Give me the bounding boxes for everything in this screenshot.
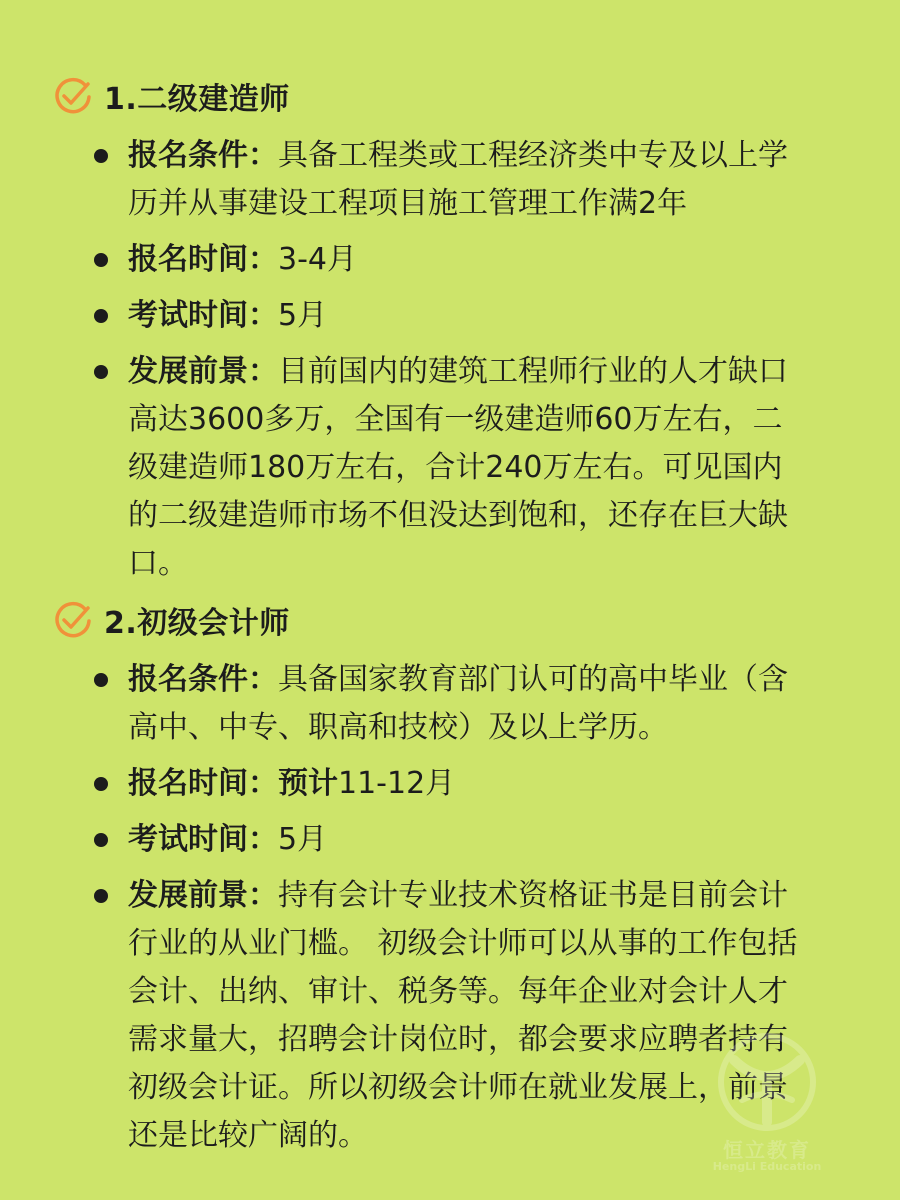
item-label: 发展前景： <box>128 354 278 389</box>
list-item-registration-time <box>0 760 900 808</box>
list-item-registration-time <box>0 236 900 284</box>
list-item-registration-conditions <box>0 656 900 752</box>
watermark-logo <box>712 1030 822 1180</box>
check-circle-icon <box>52 599 94 641</box>
bullet-dot <box>94 253 108 267</box>
bullet-dot <box>94 889 108 903</box>
item-text: 具备工程类或工程经济类中专及以上学历并从事建设工程项目施工管理工作满2年 <box>128 138 788 221</box>
item-text: 持有会计专业技术资格证书是目前会计行业的从业门槛。 初级会计师可以从事的工作包括会计、出纳、审计、税务等。每年企业对会计人才需求量大，招聘会计岗位时，都会要求应聘者持有初级会计证。所以初级会计师在就业发展上，前景还是比较广阔的。 <box>128 878 798 1153</box>
logo-icon <box>712 1030 822 1134</box>
item-label: 报名条件： <box>128 662 278 697</box>
section-title: 1.二级建造师 <box>104 82 290 117</box>
check-circle-icon <box>52 75 94 117</box>
item-label: 发展前景： <box>128 878 278 913</box>
bullet-dot <box>94 149 108 163</box>
bullet-dot <box>94 833 108 847</box>
section-header <box>52 598 290 642</box>
watermark-name-cn: 恒立教育 <box>723 1138 811 1162</box>
section-header <box>52 74 290 118</box>
section-title: 2.初级会计师 <box>104 606 290 641</box>
list-item-prospects <box>0 348 900 588</box>
watermark-name-en: HengLi Education <box>712 1160 822 1173</box>
item-text: 11-12月 <box>338 766 456 801</box>
item-text: 3-4月 <box>278 242 357 277</box>
item-text: 5月 <box>278 822 328 857</box>
requirement-list <box>0 132 900 596</box>
bullet-dot <box>94 309 108 323</box>
list-item-registration-conditions <box>0 132 900 228</box>
bullet-dot <box>94 673 108 687</box>
item-text: 5月 <box>278 298 328 333</box>
item-label: 报名时间：预计 <box>128 766 338 801</box>
item-text: 具备国家教育部门认可的高中毕业（含高中、中专、职高和技校）及以上学历。 <box>128 662 788 745</box>
bullet-dot <box>94 365 108 379</box>
item-label: 报名条件： <box>128 138 278 173</box>
list-item-exam-time <box>0 816 900 864</box>
item-text: 目前国内的建筑工程师行业的人才缺口高达3600多万，全国有一级建造师60万左右，二级建造师180万左右，合计240万左右。可见国内的二级建造师市场不但没达到饱和，还存在巨大缺口。 <box>128 354 788 581</box>
item-label: 考试时间： <box>128 822 278 857</box>
bullet-dot <box>94 777 108 791</box>
item-label: 报名时间： <box>128 242 278 277</box>
list-item-exam-time <box>0 292 900 340</box>
item-label: 考试时间： <box>128 298 278 333</box>
